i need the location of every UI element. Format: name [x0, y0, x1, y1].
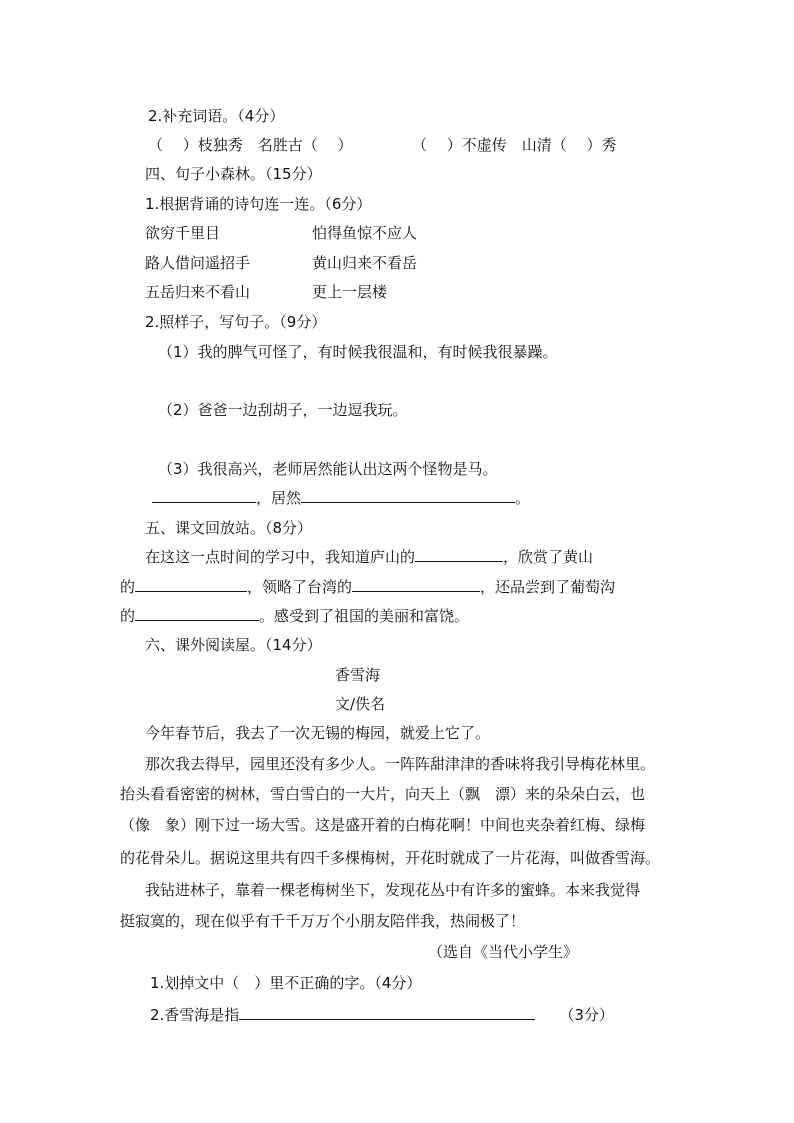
q6-2: [150, 1005, 614, 1025]
poem-right-2: 黄山归来不看岳: [312, 254, 418, 272]
section-6-title: 六、课外阅读屋。（14分）: [145, 636, 322, 654]
answer-blank[interactable]: [352, 577, 480, 592]
sec5-text: 的: [120, 578, 136, 596]
section-5-line-3: [120, 606, 469, 626]
article-paragraph-2-line-2: 抬头看看密密的树林，雪白雪白的一大片，向天上（飘 漂）来的朵朵白云，也: [120, 785, 646, 803]
poem-right-3: 更上一层楼: [312, 283, 388, 301]
answer-blank[interactable]: [135, 606, 259, 621]
answer-blank[interactable]: [415, 547, 503, 562]
section-5-line-2: [120, 577, 615, 597]
example-3-answer-line: [152, 488, 530, 508]
article-paragraph-2-line-4: 的花骨朵儿。据说这里共有四千多棵梅树，开花时就成了一片花海，叫做香雪海。: [120, 849, 661, 867]
answer-blank[interactable]: [239, 1005, 535, 1020]
article-author: 文/佚名: [335, 695, 386, 713]
poem-left-2: 路人借问遥招手: [145, 254, 251, 272]
sec5-text: 。感受到了祖国的美丽和富饶。: [259, 607, 470, 625]
sec5-text: 的: [120, 607, 136, 625]
q2-header: 2.补充词语。（4分）: [148, 107, 285, 125]
example-1: （1）我的脾气可怪了，有时候我很温和，有时候我很暴躁。: [158, 343, 558, 361]
section-5-title: 五、课文回放站。（8分）: [145, 519, 313, 537]
sec5-text: ，领略了台湾的: [247, 578, 353, 596]
article-paragraph-3-line-2: 挺寂寞的，现在似乎有千千万万个小朋友陪伴我，热闹极了！: [120, 912, 526, 930]
example-2: （2）爸爸一边刮胡子，一边逗我玩。: [158, 401, 408, 419]
sec5-text: ，欣赏了黄山: [503, 548, 594, 566]
answer-blank[interactable]: [301, 488, 515, 503]
answer-blank[interactable]: [152, 488, 256, 503]
article-source: （选自《当代小学生》: [428, 943, 579, 961]
poem-left-1: 欲穷千里目: [145, 224, 221, 242]
answer-blank[interactable]: [135, 577, 247, 592]
article-paragraph-2-line-3: （像 象）刚下过一场大雪。这是盛开着的白梅花啊！中间也夹杂着红梅、绿梅: [120, 816, 646, 834]
q4-2-header: 2.照样子，写句子。（9分）: [145, 313, 327, 331]
sec5-text: ，还品尝到了葡萄沟: [480, 578, 616, 596]
q2-fill-part2: （ ）不虚传 山清（ ）秀: [412, 136, 617, 154]
section-5-line-1: [145, 547, 593, 567]
article-title: 香雪海: [335, 666, 381, 684]
q6-1: 1.划掉文中（ ）里不正确的字。（4分）: [150, 974, 422, 992]
q6-2-label: 2.香雪海是指: [150, 1006, 240, 1024]
sec5-text: 在这这一点时间的学习中，我知道庐山的: [145, 548, 416, 566]
q4-1-header: 1.根据背诵的诗句连一连。（6分）: [145, 195, 372, 213]
ex3-end-label: 。: [515, 489, 531, 507]
q6-2-score: （3分）: [559, 1006, 614, 1024]
poem-right-1: 怕得鱼惊不应人: [312, 224, 418, 242]
article-paragraph-2-line-1: 那次我去得早，园里还没有多少人。一阵阵甜津津的香味将我引导梅花林里。: [145, 755, 656, 773]
example-3: （3）我很高兴，老师居然能认出这两个怪物是马。: [158, 460, 498, 478]
q2-fill-part1: （ ）枝独秀 名胜古（ ）: [148, 136, 353, 154]
section-4-title: 四、句子小森林。（15分）: [145, 165, 322, 183]
ex3-comma-label: ，居然: [256, 489, 302, 507]
article-paragraph-1: 今年春节后，我去了一次无锡的梅园，就爱上它了。: [145, 724, 491, 742]
article-paragraph-3-line-1: 我钻进林子，靠着一棵老梅树坐下，发现花丛中有许多的蜜蜂。本来我觉得: [145, 881, 641, 899]
poem-left-3: 五岳归来不看山: [145, 283, 251, 301]
